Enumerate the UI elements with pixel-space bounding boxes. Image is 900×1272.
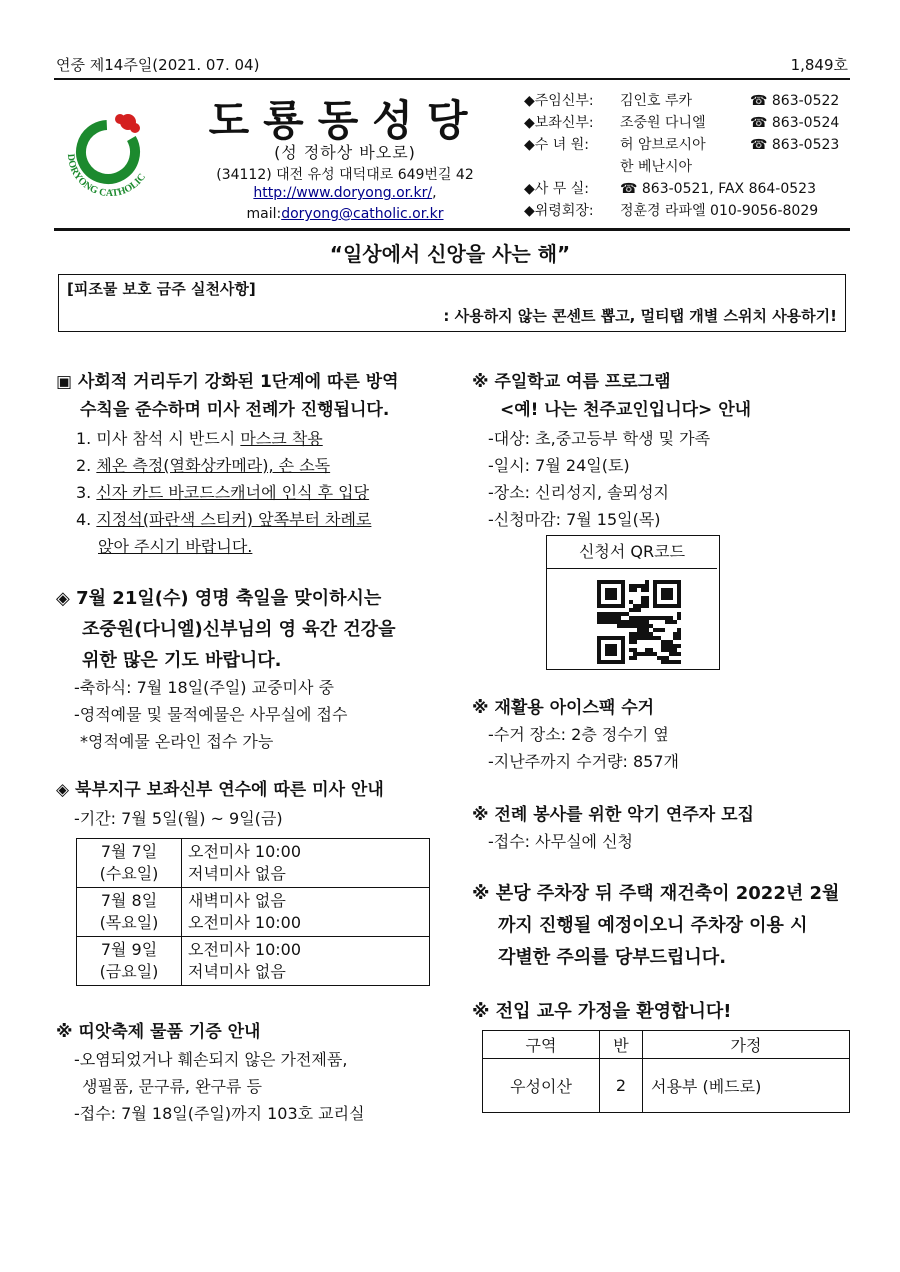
staff-row: ◆주임신부: 김인호 루카 ☎ 863-0522 <box>524 93 840 109</box>
mass-schedule-table <box>76 838 430 986</box>
summer-heading-2: <예! 나는 천주교인입니다> 안내 <box>500 400 752 420</box>
covid-item: 3. 신자 카드 바코드스캐너에 인식 후 입당 <box>76 483 370 502</box>
logo-text: DORYONG CATHOLIC <box>64 153 149 200</box>
feast-line: -영적예물 및 물적예물은 사무실에 접수 <box>74 705 348 724</box>
committee-row: ◆위령회장: 정훈경 라파엘 010-9056-8029 <box>524 203 819 219</box>
donation-line: -접수: 7월 18일(주일)까지 103호 교리실 <box>74 1104 365 1123</box>
donation-line: 생필품, 문구류, 완구류 등 <box>82 1077 262 1096</box>
summer-line: -대상: 초,중고등부 학생 및 가족 <box>488 429 711 448</box>
covid-heading-1: ▣ 사회적 거리두기 강화된 1단계에 따른 방역 <box>56 372 399 392</box>
notice-text: : 사용하지 않는 콘센트 뽑고, 멀티탭 개별 스위치 사용하기! <box>443 307 837 325</box>
mail-label: mail: <box>246 206 282 222</box>
welcome-table <box>482 1030 850 1113</box>
year-motto: “일상에서 신앙을 사는 해” <box>329 242 571 266</box>
notice-box <box>58 274 846 332</box>
mail-link[interactable]: doryong@catholic.or.kr <box>281 206 444 222</box>
mass-period: -기간: 7월 5일(월) ~ 9일(금) <box>74 809 283 828</box>
parking-line-1: ※ 본당 주차장 뒤 주택 재건축이 2022년 2월 <box>472 883 840 904</box>
col-header: 가정 <box>643 1031 850 1059</box>
table-row: 7월 9일 (금요일) 오전미사 10:00 저녁미사 없음 <box>77 937 430 986</box>
welcome-heading: ※ 전입 교우 가정을 환영합니다! <box>472 1001 732 1022</box>
table-row: 우성이산 2 서용부 (베드로) <box>483 1059 850 1113</box>
mail-line <box>200 206 490 222</box>
summer-line: -신청마감: 7월 15일(목) <box>488 510 661 529</box>
parking-line-3: 각별한 주의를 당부드립니다. <box>498 947 727 968</box>
col-header: 반 <box>600 1031 643 1059</box>
music-heading: ※ 전례 봉사를 위한 악기 연주자 모집 <box>472 805 754 825</box>
issue-date: 연중 제14주일(2021. 07. 04) <box>56 56 260 74</box>
summer-line: -일시: 7월 24일(토) <box>488 456 630 475</box>
covid-item: 2. 체온 측정(열화상카메라), 손 소독 <box>76 456 331 475</box>
table-row: 7월 7일 (수요일) 오전미사 10:00 저녁미사 없음 <box>77 839 430 888</box>
parish-logo <box>60 104 160 204</box>
staff-row: 한 베난시아 <box>620 159 693 175</box>
website-line <box>200 185 490 201</box>
office-row: ◆사 무 실: ☎ 863-0521, FAX 864-0523 <box>524 181 816 197</box>
qr-code[interactable] <box>597 580 681 664</box>
staff-row: ◆수 녀 원: 허 암브로시아 ☎ 863-0523 <box>524 137 840 153</box>
music-line: -접수: 사무실에 신청 <box>488 832 633 851</box>
summer-heading-1: ※ 주일학교 여름 프로그램 <box>472 372 671 392</box>
donation-heading: ※ 띠앗축제 물품 기증 안내 <box>56 1022 261 1042</box>
feast-heading-1: ◈ 7월 21일(수) 영명 축일을 맞이하시는 <box>56 588 382 609</box>
covid-heading-2: 수칙을 준수하며 미사 전례가 진행됩니다. <box>80 400 390 420</box>
covid-item: 1. 미사 참석 시 반드시 마스크 착용 <box>76 429 323 448</box>
qr-label: 신청서 QR코드 <box>547 536 717 569</box>
feast-heading-3: 위한 많은 기도 바랍니다. <box>82 650 282 671</box>
qr-box <box>546 535 720 670</box>
staff-row: ◆보좌신부: 조중원 다니엘 ☎ 863-0524 <box>524 115 840 131</box>
parish-name: 도룡동성당 <box>208 96 482 145</box>
mass-heading: ◈ 북부지구 보좌신부 연수에 따른 미사 안내 <box>56 780 384 800</box>
feast-heading-2: 조중원(다니엘)신부님의 영 육간 건강을 <box>82 619 396 640</box>
icepack-heading: ※ 재활용 아이스팩 수거 <box>472 698 655 718</box>
notice-title: [피조물 보호 금주 실천사항] <box>67 280 256 298</box>
covid-item-4-cont: 앉아 주시기 바랍니다. <box>98 537 253 556</box>
patron: (성 정하상 바오로) <box>274 143 416 162</box>
parking-line-2: 까지 진행될 예정이오니 주차장 이용 시 <box>498 915 808 936</box>
website-suffix: , <box>432 185 437 201</box>
summer-line: -장소: 신리성지, 솔뫼성지 <box>488 483 669 502</box>
donation-line: -오염되었거나 훼손되지 않은 가전제품, <box>74 1050 348 1069</box>
issue-number: 1,849호 <box>790 56 848 74</box>
staff-info <box>524 90 839 222</box>
header-top-rule <box>54 78 850 80</box>
col-header: 구역 <box>483 1031 600 1059</box>
feast-line: -축하식: 7월 18일(주일) 교중미사 중 <box>74 678 335 697</box>
table-header-row <box>483 1031 850 1059</box>
icepack-line: -지난주까지 수거량: 857개 <box>488 752 679 771</box>
table-row: 7월 8일 (목요일) 새벽미사 없음 오전미사 10:00 <box>77 888 430 937</box>
header-bottom-rule <box>54 228 850 231</box>
address: (34112) 대전 유성 대덕대로 649번길 42 <box>216 167 474 183</box>
feast-line: *영적예물 온라인 접수 가능 <box>80 732 274 751</box>
website-link[interactable]: http://www.doryong.or.kr/ <box>253 185 433 201</box>
icepack-line: -수거 장소: 2층 정수기 옆 <box>488 725 669 744</box>
covid-item: 4. 지정석(파란색 스티커) 앞쪽부터 차례로 <box>76 510 372 529</box>
